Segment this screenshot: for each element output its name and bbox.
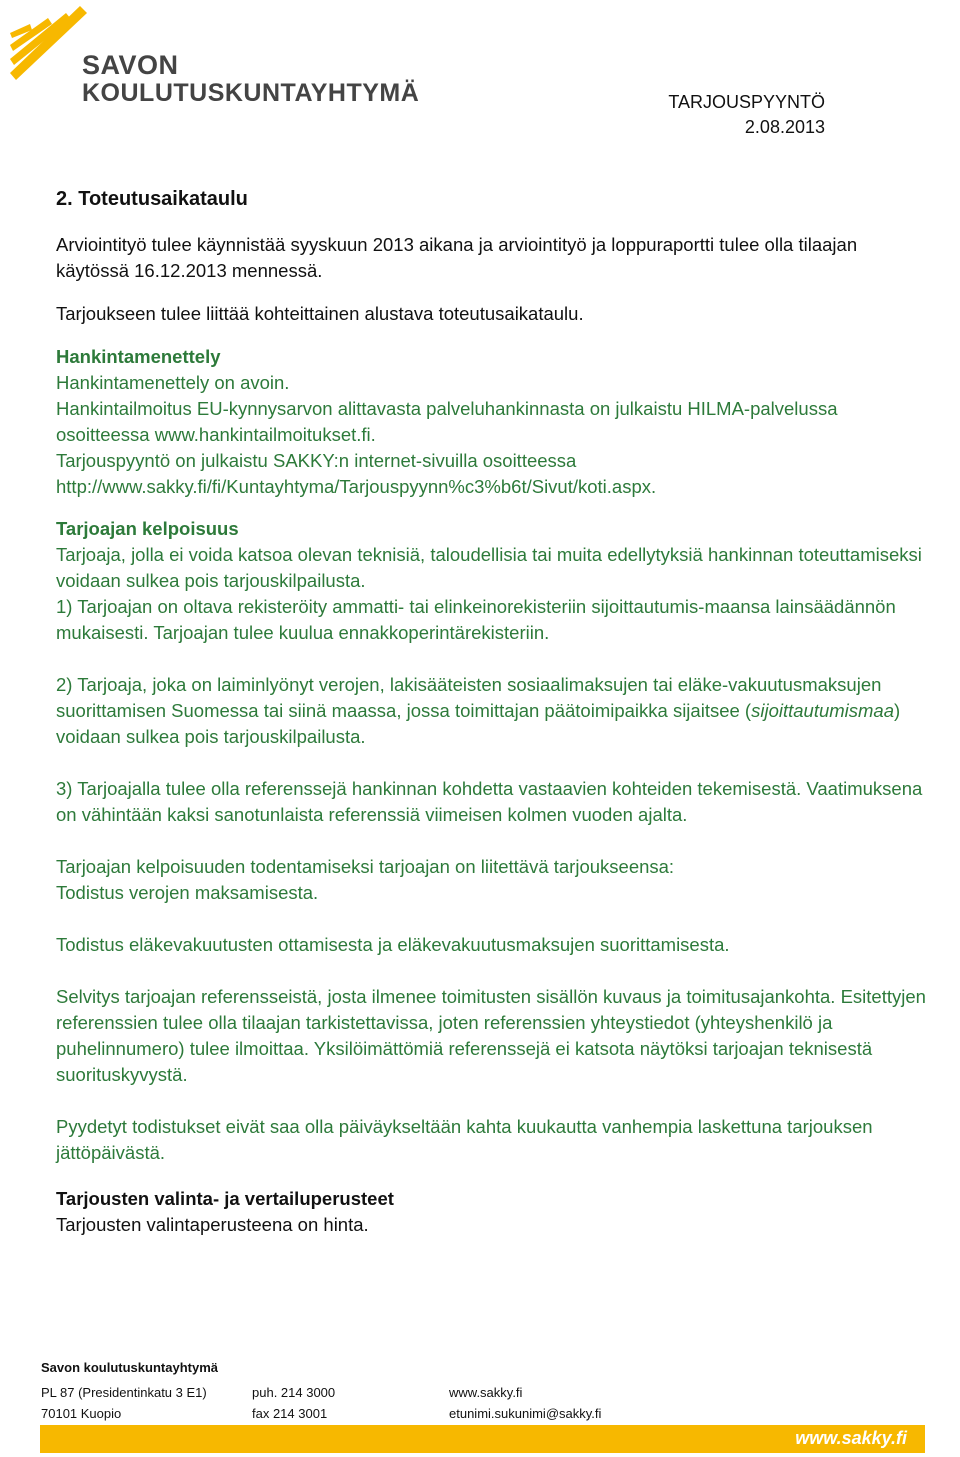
selection-criteria-price: Tarjousten valintaperusteena on hinta. <box>56 1214 369 1235</box>
eligibility-references: 3) Tarjoajalla tulee olla referenssejä hankinnan kohdetta vastaavien kohteiden tekemisestä. Vaatimuksena on vähintään kaksi sanotunlaista referenssiä viimeisen kolmen vuoden ajalta. <box>56 778 923 825</box>
footer-organization: Savon koulutuskuntayhtymä <box>41 1360 218 1375</box>
section-title: 2. Toteutusaikataulu <box>56 188 248 210</box>
documents-references: Selvitys tarjoajan referensseistä, josta ilmenee toimitusten sisällön kuvaus ja toimitusajankohta. Esitettyjen referenssien tulee olla tilaajan tarkistettavissa, joten referenssien yhteystiedot (yhteyshenkilö ja puhelinnumero) tulee ilmoittaa. Yksilöimättömiä referenssejä ei katsota näytöksi tarjoajan teknisestä suorituskyvystä. <box>56 986 926 1085</box>
footer-email: etunimi.sukunimi@sakky.fi <box>449 1406 602 1421</box>
document-body <box>56 186 926 1238</box>
footer-phone: puh. 214 3000 <box>252 1385 336 1400</box>
documents-tax-certificate: Todistus verojen maksamisesta. <box>56 882 319 903</box>
eligibility-taxes <box>56 672 926 750</box>
eligibility-general: Tarjoaja, jolla ei voida katsoa olevan teknisiä, taloudellisia tai muita edellytyksiä hankinnan toteuttamiseksi voidaan sulkea pois tarjouskilpailusta. <box>56 544 922 591</box>
procurement-notice: Hankintailmoitus EU-kynnysarvon alittavasta palveluhankinnasta on julkaistu HILMA-palvelussa osoitteessa www.hankintailmoitukset.fi. <box>56 398 838 445</box>
sun-rays-logo-icon <box>8 5 88 105</box>
footer-address: PL 87 (Presidentinkatu 3 E1) <box>41 1385 207 1400</box>
heading-selection-criteria: Tarjousten valinta- ja vertailuperusteet <box>56 1188 394 1209</box>
eligibility-taxes-text-a: 2) Tarjoaja, joka on laiminlyönyt verojen, lakisääteisten sosiaalimaksujen tai eläke-vakuutusmaksujen suorittamisen Suomessa tai siinä maassa, jossa toimittajan päätoimipaikka sijaitsee ( <box>56 674 882 721</box>
eligibility-registration: 1) Tarjoajan on oltava rekisteröity ammatti- tai elinkeinorekisteriin sijoittautumis-maansa lainsäädännön mukaisesti. Tarjoajan tulee kuulua ennakkoperintärekisteriin. <box>56 596 896 643</box>
footer-fax: fax 214 3001 <box>252 1406 328 1421</box>
footer-banner-url: www.sakky.fi <box>795 1428 907 1448</box>
eligibility-taxes-italic: sijoittautumismaa <box>751 700 895 721</box>
logo <box>8 5 420 107</box>
logo-text-kuntayhtyma: KOULUTUSKUNTAYHTYMÄ <box>82 79 420 107</box>
documents-validity: Pyydetyt todistukset eivät saa olla päiväykseltään kahta kuukautta vanhempia laskettuna tarjouksen jättöpäivästä. <box>56 1116 873 1163</box>
paragraph-schedule-attachment: Tarjoukseen tulee liittää kohteittainen alustava toteutusaikataulu. <box>56 303 584 324</box>
heading-procurement-procedure: Hankintamenettely <box>56 346 221 367</box>
procurement-published: Tarjouspyyntö on julkaistu SAKKY:n internet-sivuilla osoitteessa http://www.sakky.fi/fi/Kuntayhtyma/Tarjouspyynn%c3%b6t/Sivut/koti.aspx. <box>56 450 657 497</box>
document-date: 2.08.2013 <box>744 117 825 137</box>
footer-city: 70101 Kuopio <box>41 1406 122 1421</box>
documents-intro: Tarjoajan kelpoisuuden todentamiseksi tarjoajan on liitettävä tarjoukseensa: <box>56 856 675 877</box>
paragraph-schedule: Arviointityö tulee käynnistää syyskuun 2013 aikana ja arviointityö ja loppuraportti tulee olla tilaajan käytössä 16.12.2013 mennessä. <box>56 234 858 281</box>
document-type: TARJOUSPYYNTÖ <box>668 92 825 112</box>
procurement-open: Hankintamenettely on avoin. <box>56 372 290 393</box>
documents-pension-certificate: Todistus eläkevakuutusten ottamisesta ja eläkevakuutusmaksujen suorittamisesta. <box>56 934 730 955</box>
heading-eligibility: Tarjoajan kelpoisuus <box>56 518 239 539</box>
footer-banner <box>40 1425 925 1453</box>
footer-web: www.sakky.fi <box>449 1385 523 1400</box>
eligibility-taxes-text-b: ) voidaan sulkea pois tarjouskilpailusta. <box>56 700 901 747</box>
logo-text-savon: SAVON <box>82 50 179 80</box>
